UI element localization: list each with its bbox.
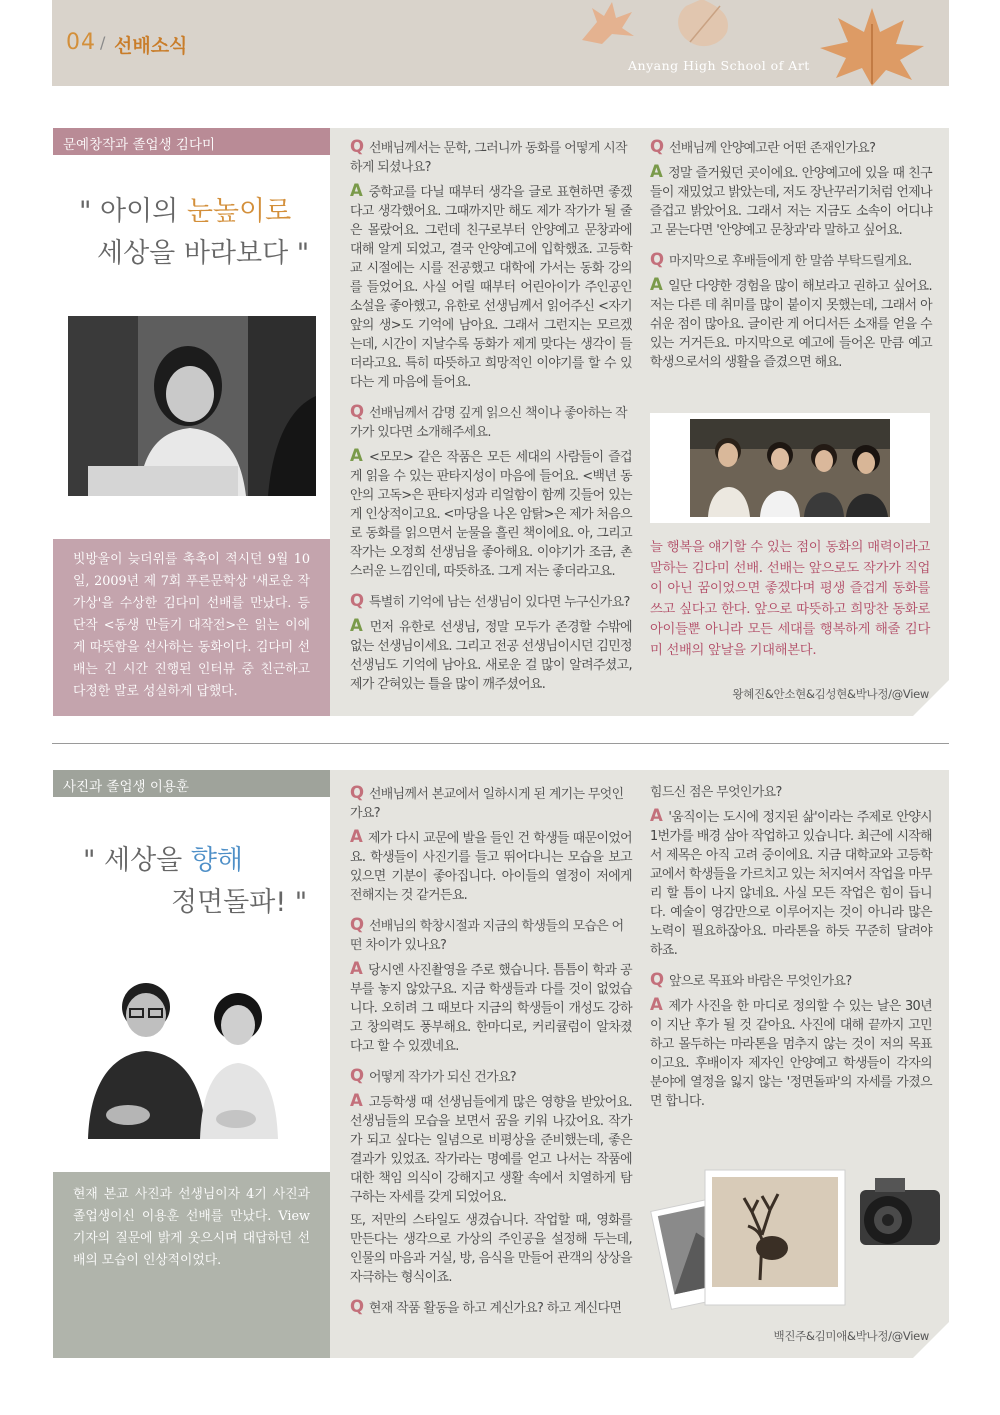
question-text: 선배님께 안양예고란 어떤 존재인가요? <box>668 141 876 156</box>
answer-text: 먼저 유한로 선생님, 정말 모두가 존경할 수밖에 없는 선생님이세요. 그리고 전공 선생님이시던 김민정 선생님도 기억에 남아요. 새로운 걸 많이 알려주셨고, 제가 갇혀있는 틀을 많이 깨주셨어요. <box>350 620 632 692</box>
question-text: 선배님께서는 문학, 그러니까 동화를 어떻게 시작하게 되셨나요? <box>350 141 627 175</box>
qa-item <box>350 591 632 694</box>
question <box>350 402 632 442</box>
maple-leaf-icon <box>572 0 642 45</box>
answer <box>350 827 632 905</box>
article2-quote-part-a: " 세상을 <box>83 845 191 876</box>
article1-column-2 <box>650 137 932 382</box>
question <box>650 250 932 271</box>
a-mark: A <box>350 181 363 200</box>
article1-credit: 왕혜진&안소현&김성현&박나정/@View <box>732 687 929 701</box>
answer <box>650 995 932 1111</box>
q-mark: Q <box>350 1066 364 1085</box>
question <box>350 1066 632 1087</box>
answer-text: 제가 다시 교문에 발을 들인 건 학생들 때문이었어요. 학생들이 사진기를 들고 뛰어다니는 모습을 보고 있으면 기분이 좋아집니다. 아이들의 열정이 저에게 전해지는 것 같거든요. <box>350 831 633 903</box>
qa-item <box>350 1297 632 1318</box>
answer-text: '움직이는 도시에 정지된 삶'이라는 주제로 안양시 1번가를 배경 삼아 작업하고 있습니다. 최근에 시작해서 제목은 아직 고려 중이에요. 지금 대학교와 고등학교에서 학생들을 가르치고 있는 처지여서 작업을 마무리 할 틈이 나지 않네요. 사실 모든 작업은 힘이 듭니다. 예술이 영감만으로 이루어지는 것이 아니라 많은 노력이 필요하잖아요. 마라톤을 하듯 꾸준히 달려야 하죠. <box>650 810 933 958</box>
answer-text: 당시엔 사진촬영을 주로 했습니다. 틈틈이 학과 공부를 놓지 않았구요. 지금 학생들과 다를 것이 없었습니다. 오히려 그 때보다 지금의 학생들이 개성도 강하고 창의력도 풍부해요. 한마디로, 커리큘럼이 알차졌다고 할 수 있겠네요. <box>350 963 633 1054</box>
section-title: 선배소식 <box>114 35 188 57</box>
qa-item <box>350 783 632 905</box>
article2-lead-text: 현재 본교 사진과 선생님이자 4기 사진과 졸업생이신 이용훈 선배를 만났다. View 기자의 질문에 밝게 웃으시며 대답하던 선배의 모습이 인상적이었다. <box>73 1187 310 1268</box>
article2-quote-box <box>53 797 330 1172</box>
question <box>350 915 632 955</box>
answer-text: 중학교를 다닐 때부터 생각을 글로 표현하면 좋겠다고 생각했어요. 그때까지만 해도 제가 작가가 될 줄은 몰랐어요. 그런데 친구로부터 안양예고 문창과에 대해 알게 되었고, 결국 안양예고에 입학했죠. 고등학교 시절에는 시를 전공했고 대학에 가서는 동화 강의를 들었어요. 사실 어릴 때부터 어린아이가 주인공인 소설을 좋아했고, 유한로 선생님께서 읽어주신 <자기 앞의 생>도 기억에 남아요. 그래서 그런지는 모르겠는데, 시간이 지날수록 동화가 제게 맞다는 생각이 들더라고요. 특히 따뜻하고 희망적인 이야기를 할 수 있다는 게 마음에 들어요. <box>350 185 632 390</box>
a-mark: A <box>350 446 363 465</box>
article2-tab: 사진과 졸업생 이용훈 <box>53 770 330 797</box>
question-text: 특별히 기억에 남는 선생님이 있다면 누구신가요? <box>368 595 630 610</box>
article1-qa-panel <box>330 128 949 716</box>
q-mark: Q <box>350 137 364 156</box>
answer <box>350 959 632 1056</box>
question-text: 마지막으로 후배들에게 한 말씀 부탁드릴게요. <box>668 254 912 269</box>
qa-item <box>650 250 932 372</box>
answer-text: <모모> 같은 작품은 모든 세대의 사람들이 즐겁게 읽을 수 있는 판타지성이 마음에 들어요. <백년 동안의 고독>은 판타지성과 리얼함이 함께 깃들어 있는 게 인상적이고요. <마당을 나온 암탉>은 제가 처음으로 동화를 읽으면서 눈물을 흘린 책이에요. 아, 그리고 작가는 오정희 선생님을 좋아해요. 이야기가 조금, 촌스러운 느낌인데, 따뜻하죠. 그게 저는 좋더라고요. <box>350 450 632 579</box>
qa-item <box>350 915 632 1056</box>
qa-item <box>350 1066 632 1287</box>
question-text: 앞으로 목표와 바람은 무엇인가요? <box>668 974 852 989</box>
question <box>650 970 932 991</box>
a-mark: A <box>650 806 663 825</box>
q-mark: Q <box>350 1297 364 1316</box>
answer <box>650 806 932 960</box>
page-corner-fold <box>913 1322 949 1358</box>
answer <box>350 616 632 694</box>
question-continued: 힘드신 점은 무엇인가요? <box>650 785 782 800</box>
q-mark: Q <box>650 970 664 989</box>
q-mark: Q <box>650 250 664 269</box>
article2-qa-panel <box>330 770 949 1358</box>
article2-quote-line2: 정면돌파! " <box>171 887 308 918</box>
question-text: 어떻게 작가가 되신 건가요? <box>368 1070 517 1085</box>
a-mark: A <box>350 827 363 846</box>
page-header <box>52 0 949 86</box>
answer-text: 제가 사진을 한 마디로 정의할 수 있는 날은 30년이 지난 후가 될 것 같아요. 사진에 대해 끝까지 고민하고 몰두하는 마라톤을 멈추지 않는 것이 저의 목표이고요. 후배이자 제자인 안양예고 학생들이 각자의 분야에 열정을 잃지 않는 '정면돌파'의 자세를 가졌으면 합니다. <box>650 999 933 1109</box>
maple-leaf-icon <box>662 0 742 54</box>
q-mark: Q <box>350 402 364 421</box>
answer-text: 정말 즐거웠던 곳이에요. 안양예고에 있을 때 친구들이 재밌었고 밝았는데, 저도 장난꾸러기처럼 언제나 즐겁고 밝았어요. 그래서 저는 지금도 소속이 어디냐고 묻는다면 '안양예고 문창과'라 말하고 싶어요. <box>650 166 933 238</box>
qa-item <box>650 970 932 1111</box>
qa-item <box>650 783 932 960</box>
article-divider <box>52 743 949 744</box>
article1-lead-text: 빗방울이 늦더위를 촉촉이 적시던 9월 10일, 2009년 제 7회 푸른문학상 '새로운 작가상'을 수상한 김다미 선배를 만났다. 등단작 <동생 만들기 대작전>은 읽는 이에게 따뜻함을 선사하는 동화이다. 김다미 선배는 긴 시간 진행된 인터뷰 중 친근하고 다정한 말로 성실하게 답했다. <box>73 552 310 699</box>
a-mark: A <box>350 1091 363 1110</box>
answer-text: 일단 다양한 경험을 많이 해보라고 권하고 싶어요. 저는 다른 데 취미를 많이 붙이지 못했는데, 그래서 아쉬운 점이 많아요. 글이란 게 어디서든 소재를 얻을 수 있는 거거든요. 마지막으로 예고에 들어온 만큼 예고학생으로서의 생활을 즐겼으면 해요. <box>650 279 933 370</box>
article2-credit: 백진주&김미애&박나정/@View <box>773 1329 929 1343</box>
answer <box>350 181 632 392</box>
maple-leaf-icon <box>812 4 932 86</box>
answer-continued: 또, 저만의 스타일도 생겼습니다. 작업할 때, 영화를 만든다는 생각으로 가상의 주인공을 설정해 두는데, 인물의 마음과 거실, 방, 음식을 만들어 관객의 상상을 자극하는 형식이죠. <box>350 1213 632 1285</box>
answer <box>650 162 932 240</box>
question-text: 현재 작품 활동을 하고 계신가요? 하고 계신다면 <box>368 1301 622 1316</box>
question-text: 선배님께서 본교에서 일하시게 된 계기는 무엇인가요? <box>350 787 624 821</box>
qa-item <box>650 137 932 240</box>
article1-interview-photo <box>68 316 316 496</box>
article2-sidebar <box>53 770 330 1358</box>
question-text: 선배님의 학창시절과 지금의 학생들의 모습은 어떤 차이가 있나요? <box>350 919 624 953</box>
q-mark: Q <box>350 783 364 802</box>
article1-quote-part-a: " 아이의 <box>79 196 187 227</box>
article1-tab: 문예창작과 졸업생 김다미 <box>53 128 330 155</box>
qa-item <box>350 137 632 392</box>
answer <box>650 275 932 372</box>
article1-quote-highlight: 눈높이로 <box>186 196 292 227</box>
question <box>350 591 632 612</box>
q-mark: Q <box>350 591 364 610</box>
a-mark: A <box>650 995 663 1014</box>
question <box>350 783 632 823</box>
school-name: Anyang High School of Art <box>628 58 810 73</box>
a-mark: A <box>350 959 363 978</box>
article1-group-photo <box>650 413 930 523</box>
a-mark: A <box>650 162 663 181</box>
answer <box>350 1091 632 1207</box>
article2-quote-highlight: 향해 <box>190 845 244 876</box>
article1-quote-box <box>53 155 330 539</box>
answer <box>350 446 632 581</box>
question <box>650 137 932 158</box>
question <box>350 137 632 177</box>
article1-lead <box>53 539 330 716</box>
q-mark: Q <box>350 915 364 934</box>
article1-sidebar <box>53 128 330 716</box>
qa-item <box>350 402 632 581</box>
article1-quote-line2: 세상을 바라보다 " <box>97 238 310 269</box>
article1-column-1 <box>350 137 632 704</box>
article2-column-2 <box>650 783 932 1121</box>
page-corner-fold <box>913 680 949 716</box>
answer-text: 고등학생 때 선생님들에게 많은 영향을 받았어요. 선생님들의 모습을 보면서 꿈을 키워 나갔어요. 작가가 되고 싶다는 일념으로 비평상을 준비했는데, 좋은 결과가 있었죠. 작가라는 명예를 얻고 나서는 작품에 대한 책임 의식이 강해지고 생활 속에서 치열하게 탐구하는 자세를 갖게 되었어요. <box>350 1095 632 1205</box>
q-mark: Q <box>650 137 664 156</box>
article2-portrait-photo <box>68 965 316 1139</box>
question-text: 선배님께서 감명 깊게 읽으신 책이나 좋아하는 작가가 있다면 소개해주세요. <box>350 406 627 440</box>
article1-pull-quote <box>79 191 309 275</box>
page-number: 04 <box>66 30 96 55</box>
a-mark: A <box>350 616 363 635</box>
header-slash: / <box>100 33 106 52</box>
article2-column-1 <box>350 783 632 1328</box>
article2-pull-quote <box>83 840 307 924</box>
article2-lead <box>53 1172 330 1358</box>
article1-summary: 늘 행복을 얘기할 수 있는 점이 동화의 매력이라고 말하는 김다미 선배. 선배는 앞으로도 작가가 직업이 아닌 꿈이었으면 좋겠다며 평생 즐겁게 동화를 쓰고 싶다고 한다. 앞으로 따뜻하고 희망찬 동화로 아이들뿐 아니라 모든 세대를 행복하게 해줄 김다미 선배의 앞날을 기대해본다. <box>650 540 930 658</box>
article2-photo-collage <box>650 1140 940 1320</box>
question <box>350 1297 632 1318</box>
a-mark: A <box>650 275 663 294</box>
camera-icon <box>860 1178 940 1245</box>
